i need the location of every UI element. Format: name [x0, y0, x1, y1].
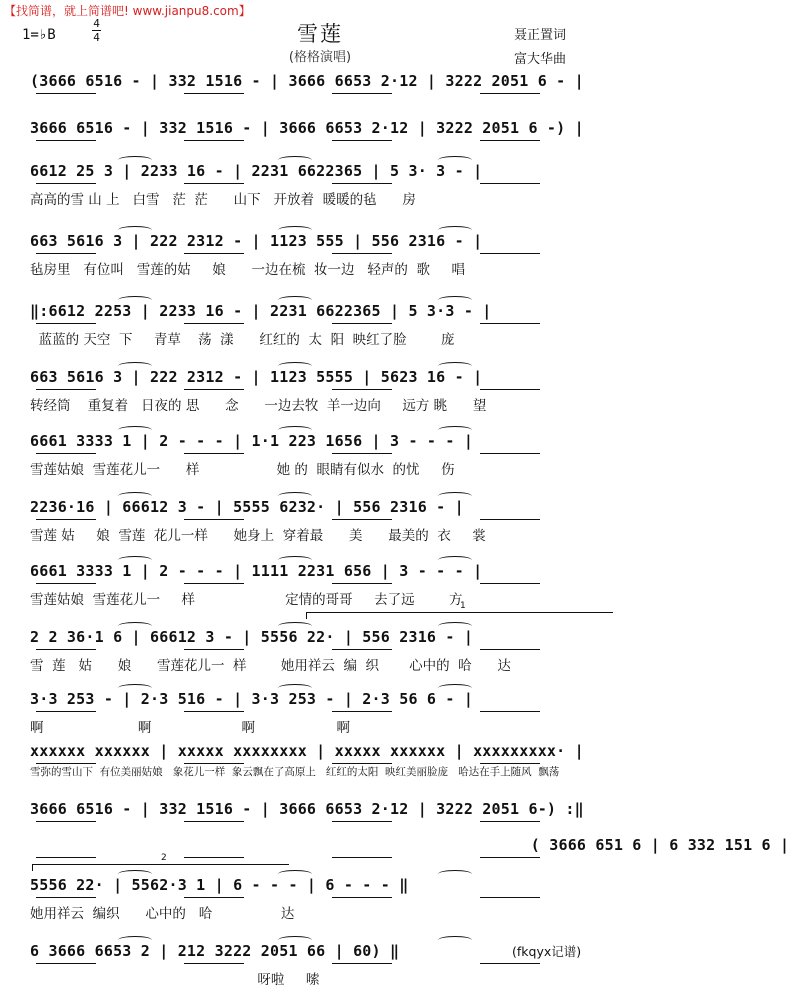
- beam-line: [480, 821, 540, 822]
- beam-line: [332, 323, 392, 324]
- slur-mark: [438, 226, 472, 234]
- beam-line: [480, 649, 540, 650]
- beam-line: [332, 140, 392, 141]
- slur-mark: [118, 870, 152, 878]
- beam-line: [332, 711, 392, 712]
- beam-line: [36, 519, 96, 520]
- slur-mark: [278, 156, 312, 164]
- slur-mark: [118, 426, 152, 434]
- first-ending-number: 1: [460, 601, 466, 611]
- notation-line: 6661 3333 1 | 2 - - - | 1111 2231 656 | 3 - - - |: [30, 562, 483, 580]
- beam-line: [36, 140, 96, 141]
- beam-line: [184, 323, 244, 324]
- beam-line: [480, 763, 540, 764]
- beam-line: [184, 649, 244, 650]
- notation-line: 6612 25 3 | 2233 16 - | 2231 6622365 | 5 3· 3 - |: [30, 162, 483, 180]
- notation-line: 2236·16 | 66612 3 - | 5555 6232· | 556 2316 - |: [30, 498, 464, 516]
- beam-line: [332, 453, 392, 454]
- beam-line: [184, 519, 244, 520]
- beam-line: [332, 183, 392, 184]
- notation-line: 3·3 253 - | 2·3 516 - | 3·3 253 - | 2·3 56 6 - |: [30, 690, 474, 708]
- beam-line: [36, 183, 96, 184]
- beam-line: [480, 389, 540, 390]
- beam-line: [332, 857, 392, 858]
- slur-mark: [438, 684, 472, 692]
- beam-line: [184, 583, 244, 584]
- beam-line: [332, 583, 392, 584]
- beam-line: [36, 821, 96, 822]
- slur-mark: [438, 556, 472, 564]
- beam-line: [332, 649, 392, 650]
- slur-mark: [118, 684, 152, 692]
- beam-line: [184, 183, 244, 184]
- beam-line: [184, 389, 244, 390]
- second-ending-bracket: [32, 853, 289, 871]
- lyric-line: 高高的雪 山 上 白雪 茫 茫 山下 开放着 暖暖的毡 房: [30, 192, 416, 208]
- lyric-line: 雪莲姑娘 雪莲花儿一 样 定情的哥哥 去了远 方: [30, 592, 463, 608]
- beam-line: [480, 253, 540, 254]
- slur-mark: [278, 362, 312, 370]
- beam-line: [480, 323, 540, 324]
- lyricist-credit: 聂正置词: [514, 28, 567, 43]
- slur-mark: [278, 936, 312, 944]
- beam-line: [184, 711, 244, 712]
- beam-line: [184, 857, 244, 858]
- beam-line: [332, 389, 392, 390]
- slur-mark: [438, 362, 472, 370]
- beam-line: [332, 963, 392, 964]
- lyric-line: 雪弥的雪山下 有位美丽姑娘 象花儿一样 象云飘在了高原上 红红的太阳 映红美丽脸庞 哈达在手上随风 飘荡: [30, 766, 560, 778]
- slur-mark: [438, 426, 472, 434]
- beam-line: [36, 93, 96, 94]
- beam-line: [184, 821, 244, 822]
- notation-line: ( 3666 651 6 | 6 332 151 6 |: [300, 836, 789, 854]
- notation-line: 3666 6516 - | 332 1516 - | 3666 6653 2·12 | 3222 2051 6-) :‖: [30, 800, 584, 818]
- slur-mark: [278, 492, 312, 500]
- notation-line: 5556 22· | 5562·3 1 | 6 - - - | 6 - - - ‖: [30, 876, 409, 894]
- notation-line: 3666 6516 - | 332 1516 - | 3666 6653 2·12 | 3222 2051 6 -) |: [30, 119, 584, 137]
- notation-line: ‖:6612 2253 | 2233 16 - | 2231 6622365 | 5 3·3 - |: [30, 302, 492, 320]
- beam-line: [184, 253, 244, 254]
- beam-line: [480, 93, 540, 94]
- lyric-line: 呀啦 嗦: [30, 972, 320, 988]
- performer-note: (格格演唱): [288, 50, 352, 65]
- beam-line: [184, 963, 244, 964]
- beam-line: [36, 649, 96, 650]
- beam-line: [332, 763, 392, 764]
- beam-line: [332, 253, 392, 254]
- beam-line: [332, 821, 392, 822]
- time-signature-top: 4: [93, 17, 100, 30]
- beam-line: [480, 963, 540, 964]
- lyric-line: 毡房里 有位叫 雪莲的姑 娘 一边在梳 妆一边 轻声的 歌 唱: [30, 262, 465, 278]
- slur-mark: [278, 684, 312, 692]
- slur-mark: [438, 492, 472, 500]
- notation-line: 663 5616 3 | 222 2312 - | 1123 555 | 556 2316 - |: [30, 232, 483, 250]
- beam-line: [480, 583, 540, 584]
- beam-line: [480, 857, 540, 858]
- beam-line: [332, 519, 392, 520]
- slur-mark: [118, 492, 152, 500]
- slur-mark: [118, 296, 152, 304]
- first-ending-bracket: [306, 601, 613, 619]
- key-signature: 1=♭B: [22, 27, 56, 43]
- lyric-line: 啊 啊 啊 啊: [30, 720, 351, 736]
- beam-line: [36, 583, 96, 584]
- slur-mark: [278, 622, 312, 630]
- lyric-line: 她用祥云 编织 心中的 哈 达: [30, 906, 295, 922]
- slur-mark: [438, 296, 472, 304]
- beam-line: [480, 453, 540, 454]
- lyric-line: 转经筒 重复着 日夜的 思 念 一边去牧 羊一边向 远方 眺 望: [30, 398, 487, 414]
- slur-mark: [118, 362, 152, 370]
- beam-line: [480, 897, 540, 898]
- beam-line: [480, 140, 540, 141]
- composer-credit: 富大华曲: [514, 52, 567, 67]
- slur-mark: [438, 156, 472, 164]
- slur-mark: [278, 426, 312, 434]
- beam-line: [36, 453, 96, 454]
- notation-line: 6 3666 6653 2 | 212 3222 2051 66 | 60) ‖: [30, 942, 400, 960]
- beam-line: [36, 963, 96, 964]
- slur-mark: [438, 870, 472, 878]
- beam-line: [332, 897, 392, 898]
- slur-mark: [278, 556, 312, 564]
- beam-line: [480, 519, 540, 520]
- beam-line: [184, 93, 244, 94]
- slur-mark: [438, 936, 472, 944]
- slur-mark: [118, 156, 152, 164]
- beam-line: [480, 183, 540, 184]
- slur-mark: [118, 622, 152, 630]
- lyric-line: 雪莲 姑 娘 雪莲 花儿一样 她身上 穿着最 美 最美的 衣 裳: [30, 528, 486, 544]
- beam-line: [36, 711, 96, 712]
- site-watermark: 【找简谱，就上简谱吧! www.jianpu8.com】: [4, 4, 251, 18]
- slur-mark: [118, 226, 152, 234]
- beam-line: [184, 897, 244, 898]
- slur-mark: [278, 226, 312, 234]
- lyric-line: 蓝蓝的 天空 下 青草 荡 漾 红红的 太 阳 映红了脸 庞: [30, 332, 455, 348]
- beam-line: [36, 857, 96, 858]
- time-signature-bottom: 4: [93, 31, 100, 44]
- slur-mark: [438, 622, 472, 630]
- beam-line: [184, 453, 244, 454]
- slur-mark: [278, 296, 312, 304]
- notation-line: 2 2 36·1 6 | 66612 3 - | 5556 22· | 556 2316 - |: [30, 628, 474, 646]
- beam-line: [36, 897, 96, 898]
- slur-mark: [278, 870, 312, 878]
- beam-line: [36, 323, 96, 324]
- notation-line: xxxxxx xxxxxx | xxxxx xxxxxxxx | xxxxx xxxxxx | xxxxxxxxx· |: [30, 742, 584, 760]
- beam-line: [36, 389, 96, 390]
- beam-line: [36, 763, 96, 764]
- beam-line: [332, 93, 392, 94]
- notation-line: 6661 3333 1 | 2 - - - | 1·1 223 1656 | 3 - - - |: [30, 432, 474, 450]
- notation-line: 663 5616 3 | 222 2312 - | 1123 5555 | 5623 16 - |: [30, 368, 483, 386]
- beam-line: [184, 140, 244, 141]
- lyric-line: 雪莲姑娘 雪莲花儿一 样 她 的 眼睛有似水 的忧 伤: [30, 462, 455, 478]
- lyric-line: 雪 莲 姑 娘 雪莲花儿一 样 她用祥云 编 织 心中的 哈 达: [30, 658, 511, 674]
- slur-mark: [118, 936, 152, 944]
- beam-line: [36, 253, 96, 254]
- transcriber-credit: (fkqyx记谱): [512, 944, 582, 959]
- beam-line: [184, 763, 244, 764]
- second-ending-number: 2: [161, 853, 167, 863]
- beam-line: [480, 711, 540, 712]
- song-title: 雪莲: [297, 22, 343, 46]
- slur-mark: [118, 556, 152, 564]
- notation-line: (3666 6516 - | 332 1516 - | 3666 6653 2·12 | 3222 2051 6 - |: [30, 72, 584, 90]
